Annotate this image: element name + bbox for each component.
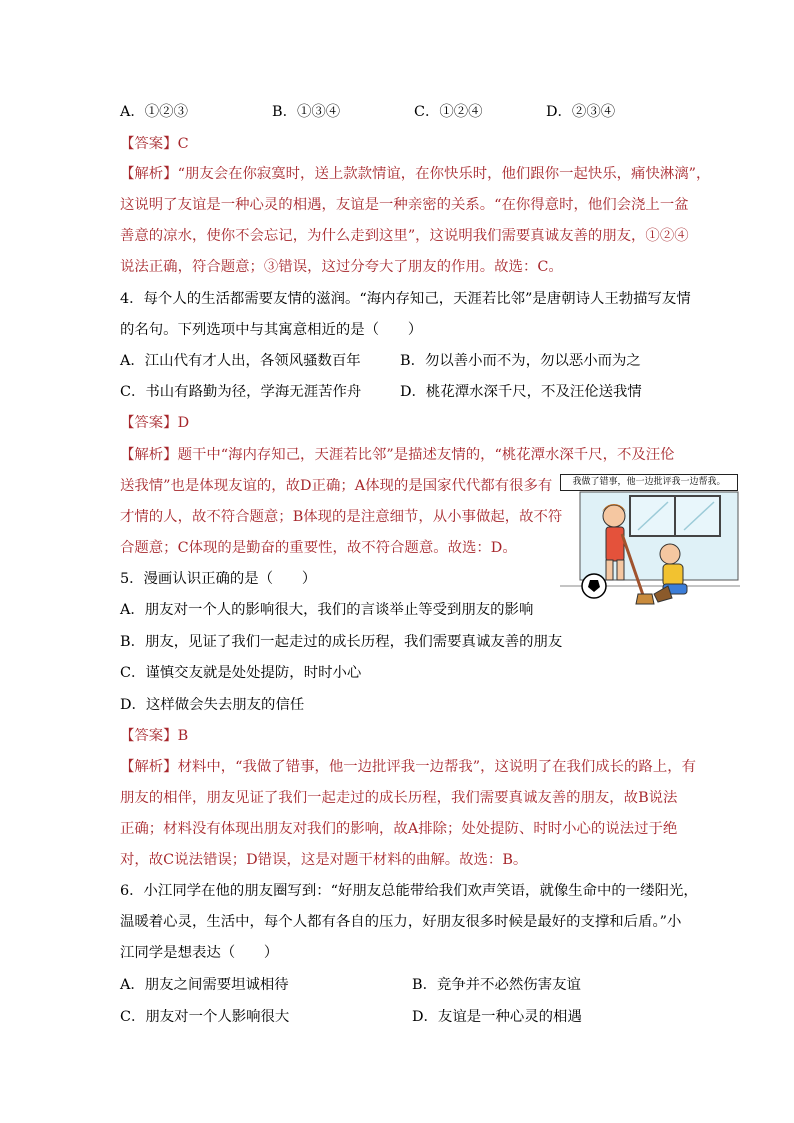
q5-analysis-line-2: 朋友的相伴，朋友见证了我们一起走过的成长历程，我们需要真诚友善的朋友，故B说法: [120, 790, 678, 806]
analysis-label: 【解析】: [120, 166, 178, 182]
q3-analysis-line-2: 这说明了友谊是一种心灵的相遇，友谊是一种亲密的关系。“在你得意时，他们会浇上一盆: [120, 197, 689, 213]
answer-label: 【答案】: [120, 415, 178, 431]
answer-label: 【答案】: [120, 728, 178, 744]
q4-analysis-line-2: 送我情”也是体现友谊的，故D正确；A体现的是国家代代都有很多有: [120, 478, 553, 494]
q6-stem-line-3: 江同学是想表达（ ）: [120, 945, 279, 961]
answer-label: 【答案】: [120, 136, 178, 152]
q6-option-a: A．朋友之间需要坦诚相待: [120, 977, 289, 993]
q4-option-c: C．书山有路勤为径，学海无涯苦作舟: [120, 384, 362, 400]
comic-caption: 我做了错事，他一边批评我一边帮我。: [560, 474, 738, 491]
analysis-label: 【解析】: [120, 759, 178, 775]
q4-analysis-line-1: 【解析】题干中“海内存知己，天涯若比邻”是描述友情的，“桃花潭水深千尺，不及汪伦: [120, 447, 675, 463]
q5-option-b: B．朋友，见证了我们一起走过的成长历程，我们需要真诚友善的朋友: [120, 634, 563, 650]
q4-analysis-line-4: 合题意；C体现的是勤奋的重要性，故不符合题意。故选：D。: [120, 540, 517, 556]
q5-analysis-line-3: 正确；材料没有体现出朋友对我们的影响，故A排除；处处提防、时时小心的说法过于绝: [120, 821, 678, 837]
q6-stem-line-2: 温暖着心灵，生活中，每个人都有各自的压力，好朋友很多时候是最好的支撑和后盾。”小: [120, 914, 682, 930]
q3-answer: [120, 134, 189, 154]
q3-analysis-line-3: 善意的凉水，使你不会忘记，为什么走到这里”，这说明我们需要真诚友善的朋友，①②④: [120, 228, 689, 244]
analysis-label: 【解析】: [120, 447, 178, 463]
q6-option-d: D．友谊是一种心灵的相遇: [412, 1009, 582, 1025]
comic-illustration: [560, 474, 740, 610]
q4-option-a: A．江山代有才人出，各领风骚数百年: [120, 353, 361, 369]
q5-analysis-line-4: 对，故C说法错误；D错误，这是对题干材料的曲解。故选：B。: [120, 852, 528, 868]
q3-analysis-line-1: 【解析】“朋友会在你寂寞时，送上款款情谊，在你快乐时，他们跟你一起快乐，痛快淋漓”，: [120, 166, 711, 182]
q4-analysis-line-3: 才情的人，故不符合题意；B体现的是注意细节，从小事做起，故不符: [120, 509, 563, 525]
q3-option-d: D．②③④: [546, 104, 616, 120]
q5-option-d: D．这样做会失去朋友的信任: [120, 697, 305, 713]
q3-option-a: A．①②③: [120, 104, 188, 120]
q3-option-c: C．①②④: [414, 104, 483, 120]
q3-option-b: B．①③④: [272, 104, 341, 120]
answer-value: B: [177, 728, 189, 744]
q4-stem-line-1: 4．每个人的生活都需要友情的滋润。“海内存知己，天涯若比邻”是唐朝诗人王勃描写友情: [120, 291, 691, 307]
comic-drawing: [560, 474, 740, 610]
q3-analysis-line-4: 说法正确，符合题意；③错误，这过分夸大了朋友的作用。故选：C。: [120, 259, 563, 275]
q6-option-b: B．竞争并不必然伤害友谊: [412, 977, 581, 993]
q4-option-d: D．桃花潭水深千尺，不及汪伦送我情: [400, 384, 642, 400]
answer-value: D: [177, 415, 190, 431]
q6-stem-line-1: 6．小江同学在他的朋友圈写到：“好朋友总能带给我们欢声笑语，就像生命中的一缕阳光，: [120, 883, 698, 899]
analysis-quote: “我做了错事，他一边批评我一边帮我”: [235, 759, 481, 775]
q5-option-c: C．谨慎交友就是处处提防，时时小心: [120, 665, 362, 681]
q5-analysis-line-1: 【解析】材料中，“我做了错事，他一边批评我一边帮我”，这说明了在我们成长的路上，有: [120, 759, 696, 775]
q5-stem: 5．漫画认识正确的是（ ）: [120, 571, 317, 587]
q5-answer: [120, 726, 188, 746]
answer-value: C: [177, 136, 189, 152]
q4-option-b: B．勿以善小而不为，勿以恶小而为之: [400, 353, 641, 369]
q4-answer: [120, 413, 189, 433]
q6-option-c: C．朋友对一个人影响很大: [120, 1009, 290, 1025]
q5-option-a: A．朋友对一个人的影响很大，我们的言谈举止等受到朋友的影响: [120, 602, 534, 618]
q4-stem-line-2: 的名句。下列选项中与其寓意相近的是（ ）: [120, 322, 423, 338]
